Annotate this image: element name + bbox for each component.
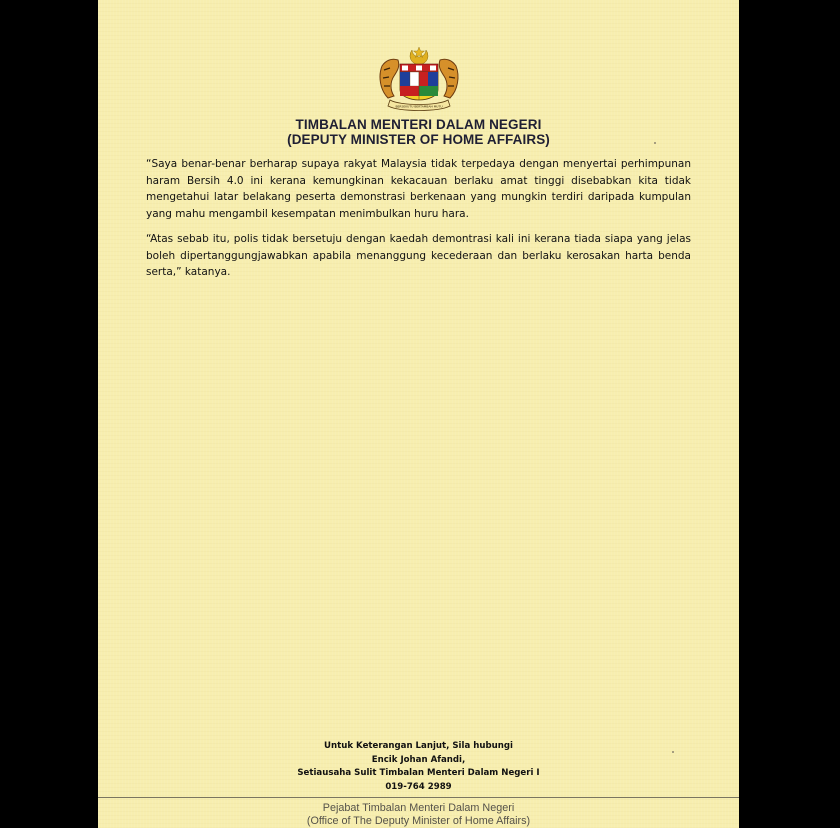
contact-phone: 019-764 2989 — [385, 781, 452, 792]
footer-office-english: (Office of The Deputy Minister of Home Affairs) — [306, 815, 531, 827]
contact-intro: Untuk Keterangan Lanjut, Sila hubungi — [324, 741, 513, 751]
page-title: TIMBALAN MENTERI DALAM NEGERI — [295, 117, 542, 132]
page-subtitle: (DEPUTY MINISTER OF HOME AFFAIRS) — [287, 132, 550, 147]
paper-speck — [672, 751, 674, 753]
footer-divider — [98, 797, 739, 798]
contact-position: Setiausaha Sulit Timbalan Menteri Dalam Negeri I — [297, 768, 540, 779]
contact-block — [98, 740, 739, 794]
paragraph-2: “Atas sebab itu, polis tidak bersetuju dengan kaedah demontrasi kali ini kerana tiada siapa yang jelas boleh dipertanggungjawabkan apabila menanggung kecederaan dan berlaku kerosakan harta benda serta,” katanya. — [146, 233, 691, 278]
contact-name: Encik Johan Afandi, — [371, 754, 466, 765]
paragraph-1: “Saya benar-benar berharap supaya rakyat Malaysia tidak terpedaya dengan menyertai perhimpunan haram Bersih 4.0 ini kerana kemungkinan kekacauan berlaku amat tinggi disebabkan kita tidak mengetahui latar belakang peserta demonstrasi berkenaan yang mungkin terdiri daripada kumpulan yang mahu mengambil kesempatan menimbulkan huru hara. — [146, 158, 691, 220]
paper-speck — [654, 142, 656, 144]
crest-motto: BERSEKUTU BERTAMBAH MUTU — [395, 104, 443, 109]
letterhead-page — [98, 0, 739, 828]
malaysia-coat-of-arms-icon — [376, 46, 462, 112]
footer-office-malay: Pejabat Timbalan Menteri Dalam Negeri — [322, 802, 515, 814]
